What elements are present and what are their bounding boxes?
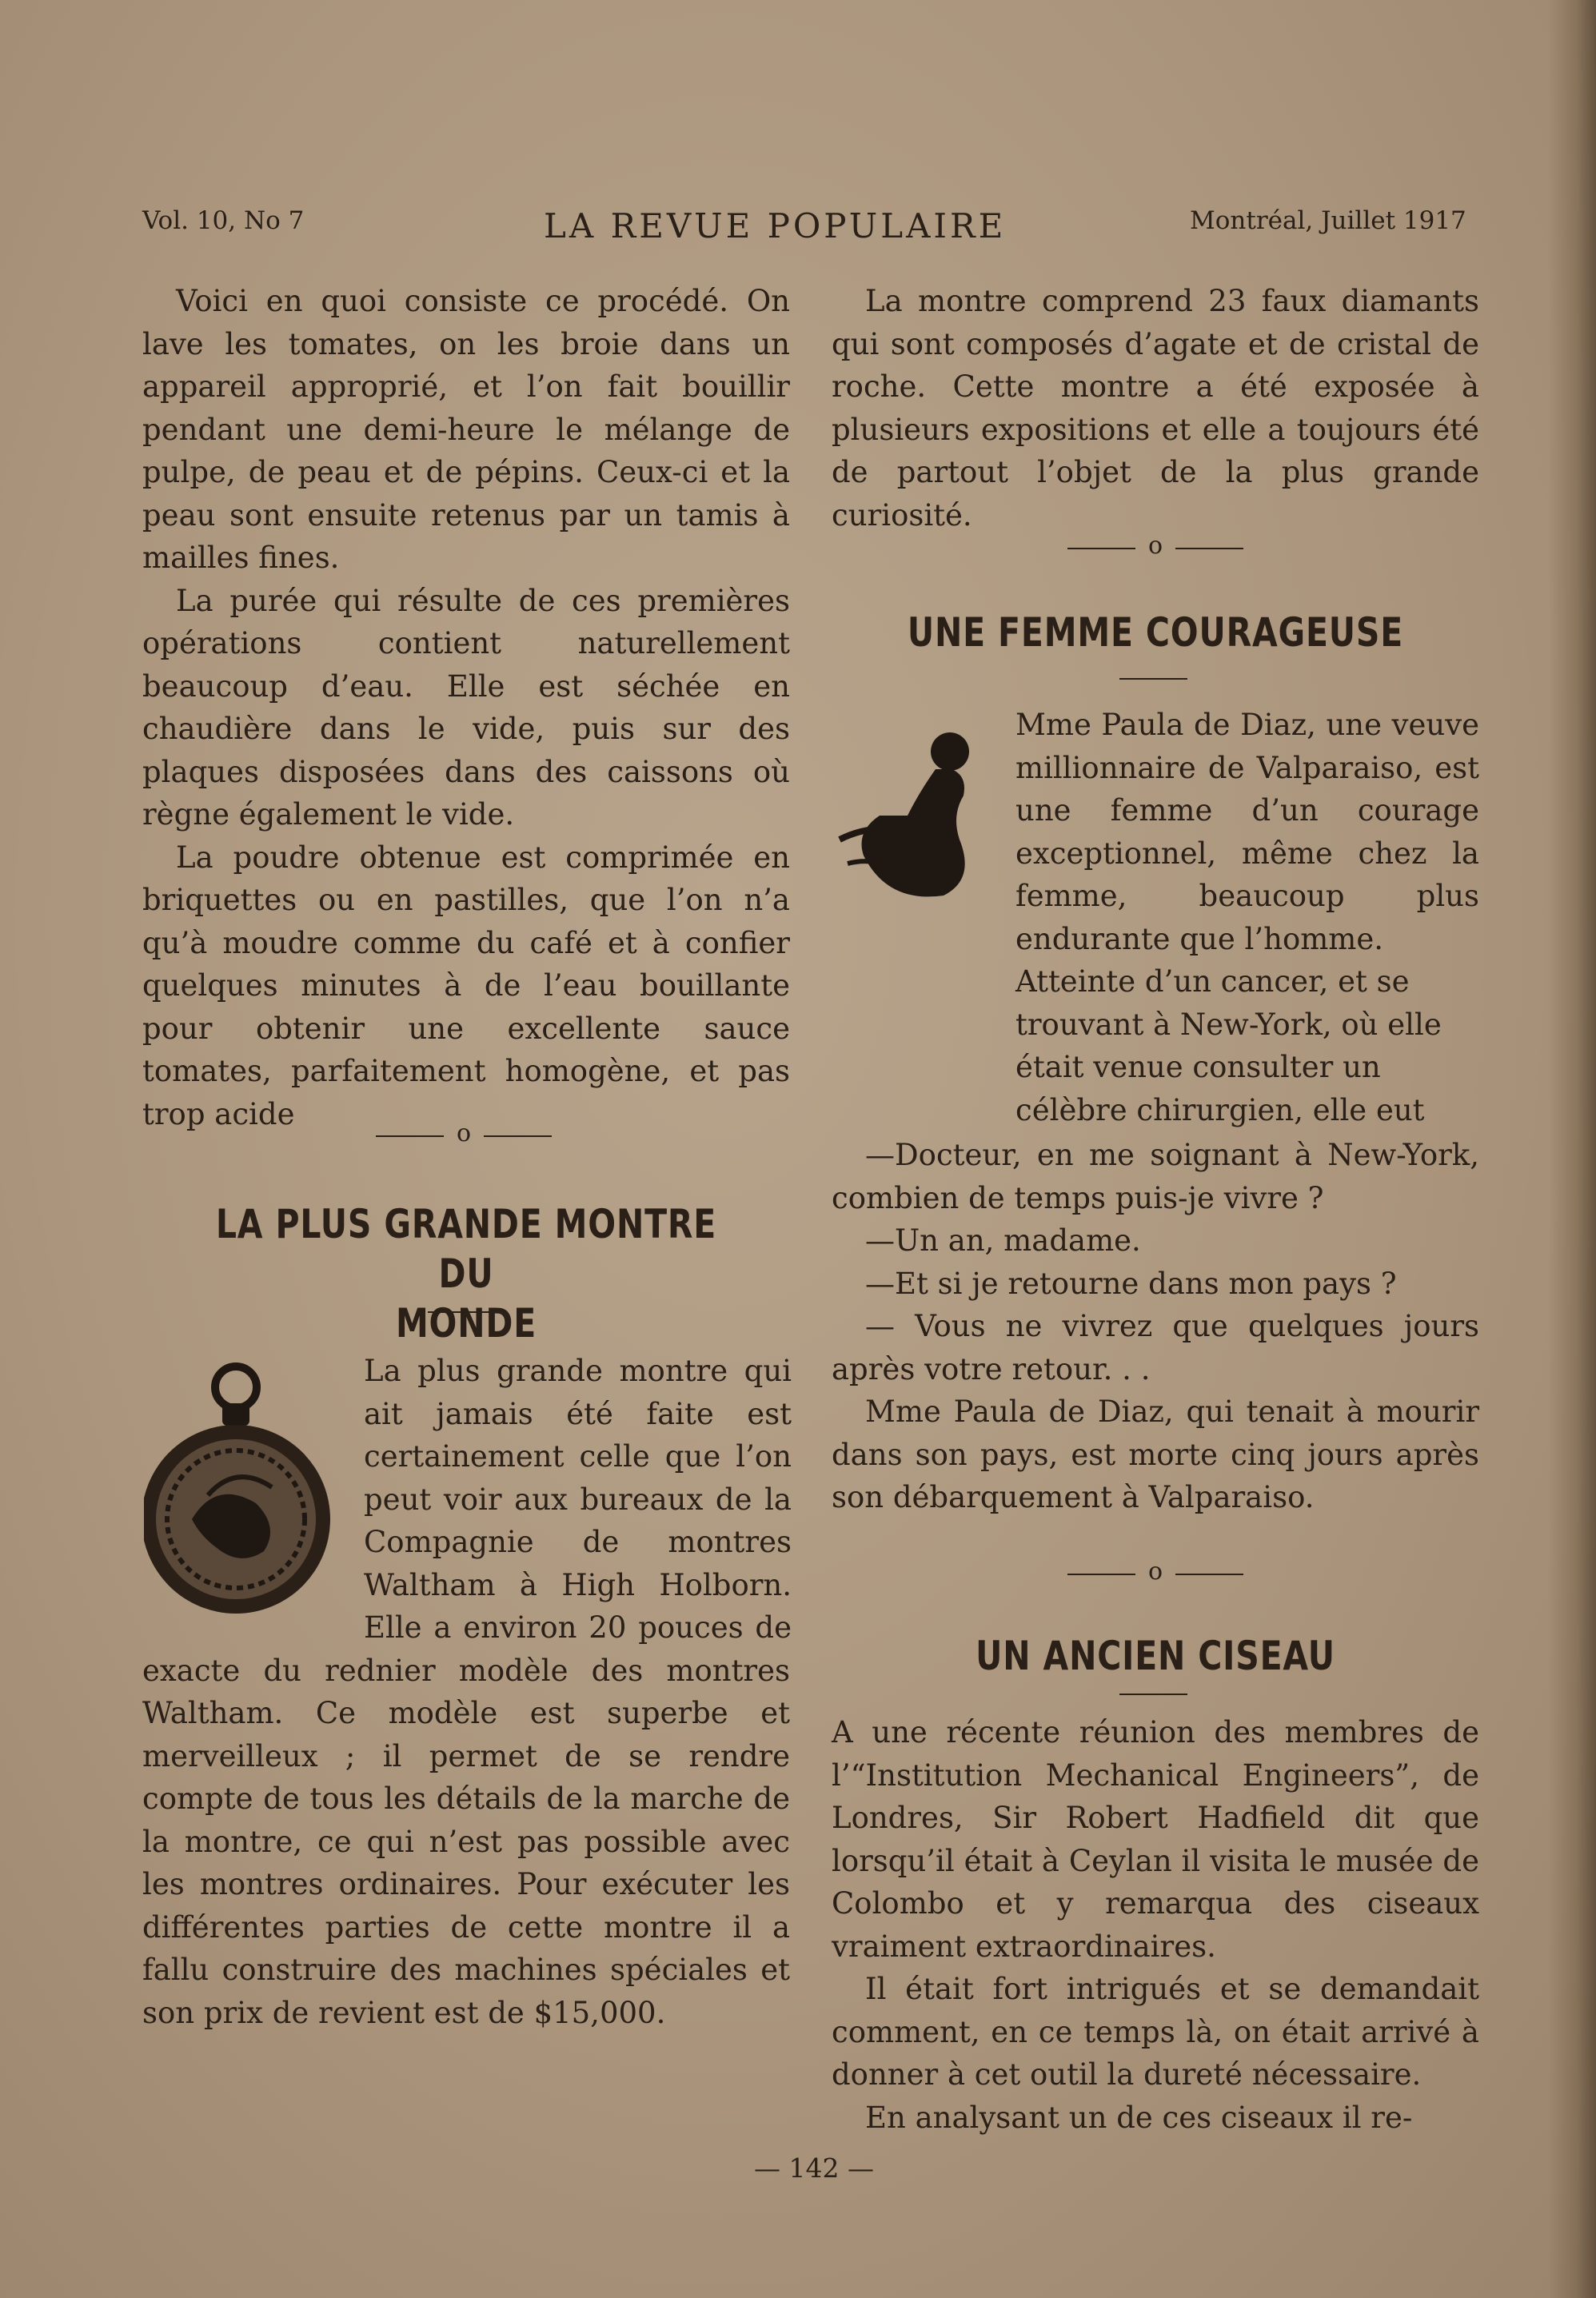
paragraph: A une récente réunion des membres de l’“Institution Mechanical Engineers”, de Londres, Sir Robert Hadfield dit que lorsqu’il était à Ceylan il visita le musée de Colombo et y remarqua des ciseaux vraiment extraordinaires. (832, 1715, 1479, 1964)
article-heading-ciseau: UN ANCIEN CISEAU (976, 1633, 1335, 1679)
femme-para-wrap (1015, 704, 1479, 918)
header-title: LA REVUE POPULAIRE (544, 206, 1007, 245)
montre-para-intro (364, 1350, 792, 1649)
heading-line: LA PLUS GRANDE MONTRE DU (215, 1201, 717, 1297)
paragraph: exacte du rednier modèle des montres Waltham. Ce modèle est superbe et merveilleux ; il permet de se rendre compte de tous les détails de la marche de la montre, ce qui n’est pas possible avec les montres ordinaires. Pour exécuter les différentes parties de cette montre il a fallu construire des machines spéciales et son prix de revient est de $15,000. (142, 1653, 790, 2030)
left-column-top (142, 280, 790, 1135)
dialogue-line: — Vous ne vivrez que quelques jours après votre retour. . . (832, 1309, 1479, 1386)
article-heading-femme: UNE FEMME COURAGEUSE (907, 609, 1404, 656)
dialogue-line: —Un an, madame. (865, 1223, 1141, 1258)
paragraph: La purée qui résulte de ces premières opérations contient naturellement beaucoup d’eau. Elle est séchée en chaudière dans le vide, puis sur des plaques disposées dans des caissons où règne également le vide. (142, 583, 790, 832)
dialogue-line: —Et si je retourne dans mon pays ? (865, 1266, 1397, 1301)
heading-rule (1119, 1694, 1187, 1695)
pocket-watch-icon (144, 1359, 352, 1631)
paragraph: La poudre obtenue est comprimée en briquettes ou en pastilles, que l’on n’a qu’à moudre comme du café et à confier quelques minutes à de l’eau bouillante pour obtenir une excellente sauce tomates, parfaitement homogène, et pas trop acide (142, 840, 790, 1131)
section-separator: o (1059, 1558, 1251, 1590)
paragraph: La montre comprend 23 faux diamants qui sont composés d’agate et de cristal de roche. Cette montre a été exposée à plusieurs expositions et elle a toujours été de partout l’objet de la plus grande curiosité. (832, 284, 1479, 533)
woman-figure-icon (832, 720, 1011, 912)
paragraph-continued (142, 1649, 790, 2120)
heading-rule (1119, 678, 1187, 680)
heading-line: MONDE (395, 1300, 537, 1346)
femme-dialogue (832, 1134, 1479, 1519)
paragraph: Mme Paula de Diaz, qui tenait à mourir dans son pays, est morte cinq jours après son débarquement à Valparaiso. (832, 1394, 1479, 1514)
heading-rule (428, 1311, 504, 1313)
dialogue-line: —Docteur, en me soignant à New-York, combien de temps puis-je vivre ? (832, 1138, 1479, 1215)
right-column-top (832, 280, 1479, 537)
paragraph: Mme Paula de Diaz, une veuve millionnaire de Valparaiso, est une femme d’un courage exceptionnel, même chez la femme, beaucoup plus (1015, 708, 1479, 913)
paragraph: endurante que l’homme. Atteinte d’un cancer, et se trouvant à New-York, où elle était venue consulter un célèbre chirurgien, elle eut (1015, 921, 1442, 1127)
ciseau-text (832, 1711, 1479, 2139)
page-number: — 142 — (754, 2152, 874, 2184)
paragraph: Il était fort intrigués et se demandait comment, en ce temps là, on était arrivé à donner à cet outil la dureté nécessaire. (832, 1972, 1479, 2092)
paragraph: Voici en quoi consiste ce procédé. On lave les tomates, on les broie dans un appareil approprié, et l’on fait bouillir pendant une demi-heure le mélange de pulpe, de peau et de pépins. Ceux-ci et la peau sont ensuite retenus par un tamis à mailles fines. (142, 284, 790, 575)
section-separator: o (1059, 532, 1251, 564)
header-volume: Vol. 10, No 7 (142, 206, 305, 235)
header-date: Montréal, Juillet 1917 (1190, 206, 1466, 235)
paragraph: La plus grande montre qui ait jamais été faite est certainement celle que l’on peut voir aux bureaux de la Compagnie de montres Waltham à High Holborn. Elle a environ 20 pouces de (364, 1354, 792, 1645)
montre-text-continued (142, 1649, 790, 2120)
page-edge-shadow (1548, 0, 1596, 2298)
section-separator: o (368, 1119, 560, 1151)
femme-para-continued (832, 918, 1479, 1134)
article-heading-montre (201, 1199, 732, 1348)
paragraph: En analysant un de ces ciseaux il re- (865, 2100, 1413, 2135)
